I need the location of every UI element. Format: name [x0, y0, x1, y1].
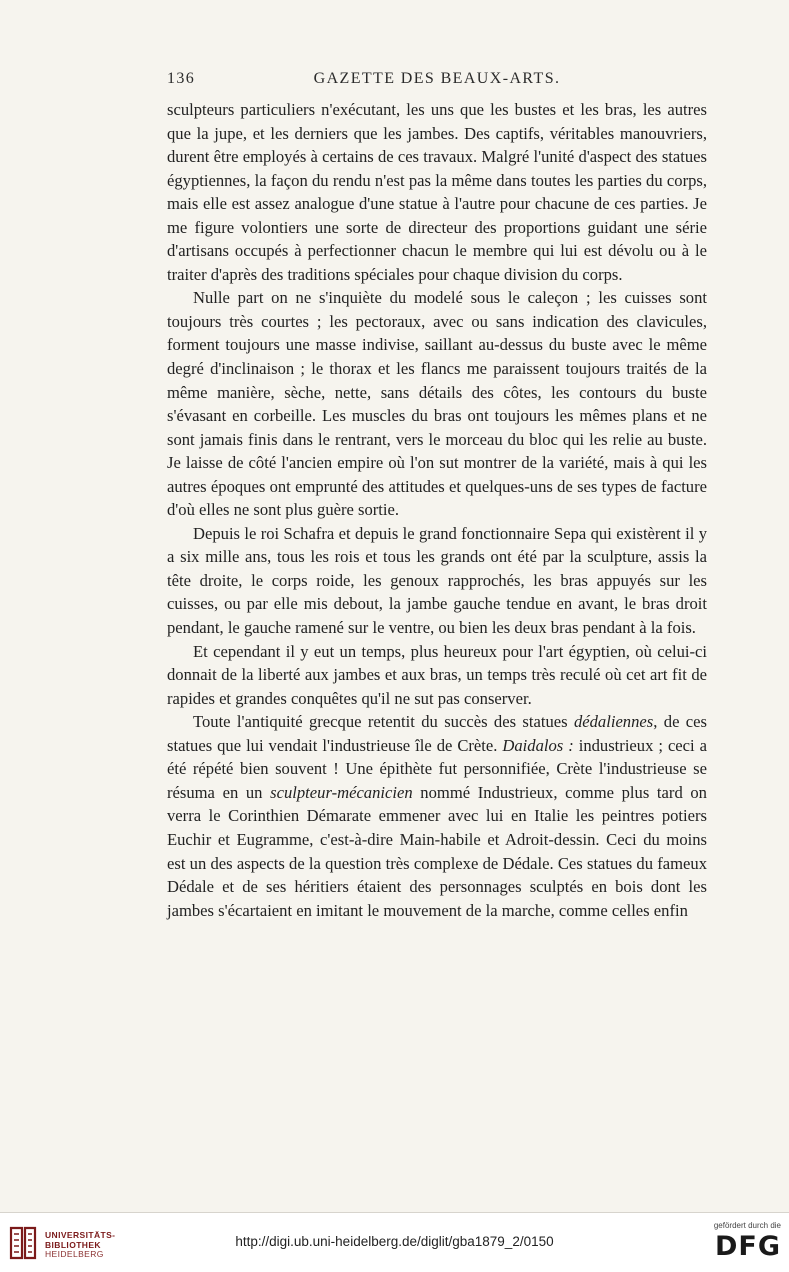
page-number: 136 — [167, 70, 196, 87]
paragraph-text: Et cependant il y eut un temps, plus heureux pour l'art égyptien, où celui-ci donnait de la liberté aux jambes et aux bras, un temps très reculé où cet art fit de rapides et grandes conquêtes qu'il ne sut pas conserver. — [167, 641, 707, 708]
paragraph-text: industrieux ; ceci a été répété bien souvent ! Une épithète fut personnifiée, Crète l'industrieuse se résuma en un — [167, 735, 707, 802]
paragraph-text: Toute l'antiquité grecque retentit du succès des statues — [193, 712, 574, 732]
paragraph-text: , de ces statues que lui vendait l'industrieuse île de Crète. — [167, 712, 707, 755]
paragraph-5 — [167, 710, 707, 922]
paragraph-text: nommé Industrieux, comme plus tard on verra le Corinthien Démarate emmener avec lui en Italie les peintres potiers Euchir et Eugramme, c'est-à-dire Main-habile et Adroit-dessin. Ceci du moins est un des aspects de la question très complexe de Dédale. Ces statues du fameux Dédale et de ses héritiers étaient des personnages sculptés en bois dont les jambes s'écartaient en imitant le mouvement de la marche, comme celles enfin — [167, 782, 707, 920]
italic-term: Daidalos : — [502, 735, 574, 755]
paragraph-text: sculpteurs particuliers n'exécutant, les uns que les bustes et les bras, les autres que la jupe, et les derniers que les jambes. Des captifs, véritables manouvriers, durent être employés à certains de ces travaux. Malgré l'unité d'aspect des statues égyptiennes, la façon du rendu n'est pas la même dans toutes les parties du corps, mais elle est assez analogue d'une statue à l'autre pour chacune de ces parties. Je me figure volontiers une sorte de directeur des proportions guidant une série d'artisans occupés à perfectionner chacun le membre qui lui est dévolu ou à le traiter d'après des traditions spéciales pour chaque division du corps. — [167, 100, 707, 284]
journal-title: GAZETTE DES BEAUX-ARTS. — [313, 70, 561, 87]
paragraph-2 — [167, 286, 707, 521]
dfg-logo[interactable] — [691, 1221, 781, 1267]
paragraph-text: Depuis le roi Schafra et depuis le grand fonctionnaire Sepa qui existèrent il y a six mille ans, tous les rois et tous les grands ont été par la sculpture, assis la tête droite, le corps roide, les genoux rapprochés, les bras appuyés sur les cuisses, ou par elle mis debout, la jambe gauche tendue en avant, le bras droit pendant, le gauche ramené sur le ventre, ou bien les deux bras pendant à la fois. — [167, 523, 707, 638]
paragraph-3 — [167, 522, 707, 640]
paragraph-1 — [167, 98, 707, 286]
paragraph-4 — [167, 640, 707, 711]
article-body — [167, 98, 707, 922]
permalink-url[interactable]: http://digi.ub.uni-heidelberg.de/diglit/gba1879_2/0150 — [235, 1234, 554, 1249]
viewer-footer — [0, 1212, 789, 1272]
funded-by-label: gefördert durch die — [713, 1221, 781, 1230]
italic-term: dédaliennes — [573, 712, 654, 732]
italic-term: sculpteur-mécanicien — [270, 782, 413, 802]
dfg-wordmark: DFG — [714, 1231, 781, 1262]
institution-line: UNIVERSITÄTS- — [45, 1230, 116, 1240]
paragraph-text: Nulle part on ne s'inquiète du modelé sous le caleçon ; les cuisses sont toujours très courtes ; les pectoraux, avec ou sans indication des clavicules, forment toujours une masse indivise, saillant au-dessus du buste avec le même degré d'inclinaison ; le thorax et les flancs me paraissent toujours traités de la même manière, sèche, nette, sans détails des côtes, les contours du buste s'évasant en corbeille. Les muscles du bras ont toujours les mêmes plans et ne sont jamais finis dans le rentrant, vers le morceau du bloc qui les relie au buste. Je laisse de côté l'ancien empire où l'on sut montrer de la variété, mais à qui les autres époques ont emprunté des attitudes et quelques-uns de ses types de facture d'où elles ne sont plus guère sortie. — [167, 288, 707, 520]
institution-line: BIBLIOTHEK — [45, 1239, 101, 1250]
institution-line: HEIDELBERG — [45, 1249, 104, 1259]
running-head — [167, 70, 707, 94]
